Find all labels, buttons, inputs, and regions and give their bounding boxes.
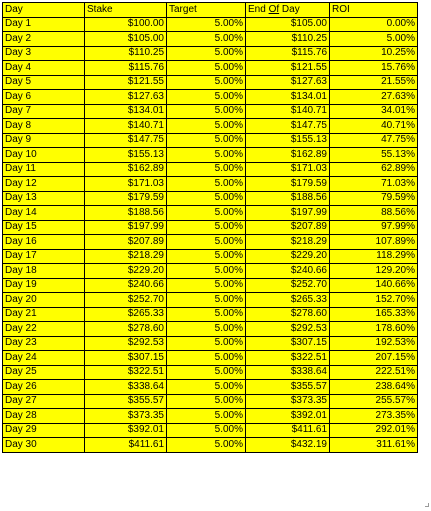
cell-target[interactable]: 5.00% <box>167 409 246 424</box>
table-row <box>3 438 418 453</box>
cell-end-of-day[interactable]: $197.99 <box>246 206 330 221</box>
cell-target[interactable]: 5.00% <box>167 206 246 221</box>
cell-target[interactable]: 5.00% <box>167 162 246 177</box>
cell-target[interactable]: 5.00% <box>167 46 246 61</box>
table-row <box>3 365 418 380</box>
cell-day[interactable]: Day 2 <box>3 32 85 47</box>
cell-day[interactable]: Day 10 <box>3 148 85 163</box>
cell-end-of-day[interactable]: $115.76 <box>246 46 330 61</box>
cell-target[interactable]: 5.00% <box>167 61 246 76</box>
cell-end-of-day[interactable]: $140.71 <box>246 104 330 119</box>
cell-target[interactable]: 5.00% <box>167 119 246 134</box>
cell-roi[interactable]: 15.76% <box>330 61 418 76</box>
cell-day[interactable]: Day 5 <box>3 75 85 90</box>
table-row <box>3 61 418 76</box>
table-row <box>3 264 418 279</box>
table-row <box>3 206 418 221</box>
cell-stake[interactable]: $155.13 <box>85 148 167 163</box>
cell-day[interactable]: Day 25 <box>3 365 85 380</box>
cell-day[interactable]: Day 18 <box>3 264 85 279</box>
cell-end-of-day[interactable]: $292.53 <box>246 322 330 337</box>
table-row <box>3 148 418 163</box>
cell-target[interactable]: 5.00% <box>167 438 246 453</box>
table-row <box>3 46 418 61</box>
cell-roi[interactable]: 97.99% <box>330 220 418 235</box>
table-row <box>3 32 418 47</box>
cell-day[interactable]: Day 9 <box>3 133 85 148</box>
cell-roi[interactable]: 40.71% <box>330 119 418 134</box>
cell-roi[interactable]: 192.53% <box>330 336 418 351</box>
cell-roi[interactable]: 311.61% <box>330 438 418 453</box>
header-end-of: Of <box>268 3 280 15</box>
cell-target[interactable]: 5.00% <box>167 249 246 264</box>
cell-target[interactable]: 5.00% <box>167 75 246 90</box>
cell-end-of-day[interactable]: $252.70 <box>246 278 330 293</box>
cell-day[interactable]: Day 1 <box>3 17 85 32</box>
cell-target[interactable]: 5.00% <box>167 17 246 32</box>
cell-roi[interactable]: 5.00% <box>330 32 418 47</box>
header-cell-target[interactable]: Target <box>167 3 246 18</box>
table-row <box>3 409 418 424</box>
cell-day[interactable]: Day 29 <box>3 423 85 438</box>
cell-end-of-day[interactable]: $127.63 <box>246 75 330 90</box>
cell-end-of-day[interactable]: $265.33 <box>246 293 330 308</box>
cell-end-of-day[interactable]: $240.66 <box>246 264 330 279</box>
cell-day[interactable]: Day 19 <box>3 278 85 293</box>
cell-target[interactable]: 5.00% <box>167 177 246 192</box>
cell-target[interactable]: 5.00% <box>167 104 246 119</box>
table-row <box>3 17 418 32</box>
cell-roi[interactable]: 21.55% <box>330 75 418 90</box>
cell-stake[interactable]: $179.59 <box>85 191 167 206</box>
table-row <box>3 177 418 192</box>
cell-target[interactable]: 5.00% <box>167 423 246 438</box>
cell-day[interactable]: Day 28 <box>3 409 85 424</box>
table-row <box>3 380 418 395</box>
cell-stake[interactable]: $115.76 <box>85 61 167 76</box>
cell-stake[interactable]: $307.15 <box>85 351 167 366</box>
cell-roi[interactable]: 222.51% <box>330 365 418 380</box>
cell-day[interactable]: Day 6 <box>3 90 85 105</box>
cell-roi[interactable]: 27.63% <box>330 90 418 105</box>
cell-stake[interactable]: $265.33 <box>85 307 167 322</box>
cell-target[interactable]: 5.00% <box>167 235 246 250</box>
cell-stake[interactable]: $229.20 <box>85 264 167 279</box>
cell-roi[interactable]: 238.64% <box>330 380 418 395</box>
cell-roi[interactable]: 255.57% <box>330 394 418 409</box>
cell-stake[interactable]: $338.64 <box>85 380 167 395</box>
cell-end-of-day[interactable]: $373.35 <box>246 394 330 409</box>
cell-day[interactable]: Day 23 <box>3 336 85 351</box>
cell-roi[interactable]: 140.66% <box>330 278 418 293</box>
cell-day[interactable]: Day 20 <box>3 293 85 308</box>
cell-target[interactable]: 5.00% <box>167 133 246 148</box>
cell-roi[interactable]: 273.35% <box>330 409 418 424</box>
cell-day[interactable]: Day 16 <box>3 235 85 250</box>
cell-end-of-day[interactable]: $121.55 <box>246 61 330 76</box>
cell-roi[interactable]: 152.70% <box>330 293 418 308</box>
header-cell-day[interactable]: Day <box>3 3 85 18</box>
cell-day[interactable]: Day 8 <box>3 119 85 134</box>
cell-stake[interactable]: $411.61 <box>85 438 167 453</box>
cell-roi[interactable]: 129.20% <box>330 264 418 279</box>
cell-stake[interactable]: $355.57 <box>85 394 167 409</box>
cell-day[interactable]: Day 15 <box>3 220 85 235</box>
cell-end-of-day[interactable]: $171.03 <box>246 162 330 177</box>
cell-end-of-day[interactable]: $322.51 <box>246 351 330 366</box>
header-cell-roi[interactable]: ROI <box>330 3 418 18</box>
cell-target[interactable]: 5.00% <box>167 394 246 409</box>
cell-stake[interactable]: $322.51 <box>85 365 167 380</box>
cell-end-of-day[interactable]: $179.59 <box>246 177 330 192</box>
cell-roi[interactable]: 34.01% <box>330 104 418 119</box>
cell-target[interactable]: 5.00% <box>167 32 246 47</box>
cell-end-of-day[interactable]: $207.89 <box>246 220 330 235</box>
cell-end-of-day[interactable]: $338.64 <box>246 365 330 380</box>
cell-roi[interactable]: 207.15% <box>330 351 418 366</box>
cell-stake[interactable]: $292.53 <box>85 336 167 351</box>
cell-roi[interactable]: 178.60% <box>330 322 418 337</box>
cell-stake[interactable]: $110.25 <box>85 46 167 61</box>
cell-end-of-day[interactable]: $355.57 <box>246 380 330 395</box>
cell-day[interactable]: Day 30 <box>3 438 85 453</box>
cell-stake[interactable]: $147.75 <box>85 133 167 148</box>
cell-day[interactable]: Day 17 <box>3 249 85 264</box>
cell-day[interactable]: Day 22 <box>3 322 85 337</box>
cell-end-of-day[interactable]: $307.15 <box>246 336 330 351</box>
table-row <box>3 191 418 206</box>
header-cell-end-of-day[interactable] <box>246 3 330 18</box>
fill-handle[interactable] <box>425 503 429 507</box>
cell-stake[interactable]: $207.89 <box>85 235 167 250</box>
cell-end-of-day[interactable]: $229.20 <box>246 249 330 264</box>
cell-end-of-day[interactable]: $162.89 <box>246 148 330 163</box>
cell-end-of-day[interactable]: $110.25 <box>246 32 330 47</box>
cell-day[interactable]: Day 12 <box>3 177 85 192</box>
table-row <box>3 307 418 322</box>
cell-day[interactable]: Day 4 <box>3 61 85 76</box>
cell-roi[interactable]: 88.56% <box>330 206 418 221</box>
cell-roi[interactable]: 107.89% <box>330 235 418 250</box>
cell-day[interactable]: Day 14 <box>3 206 85 221</box>
cell-stake[interactable]: $252.70 <box>85 293 167 308</box>
table-row <box>3 104 418 119</box>
cell-end-of-day[interactable]: $147.75 <box>246 119 330 134</box>
cell-stake[interactable]: $134.01 <box>85 104 167 119</box>
table-row <box>3 133 418 148</box>
cell-stake[interactable]: $162.89 <box>85 162 167 177</box>
cell-target[interactable]: 5.00% <box>167 148 246 163</box>
cell-roi[interactable]: 47.75% <box>330 133 418 148</box>
cell-end-of-day[interactable]: $218.29 <box>246 235 330 250</box>
cell-roi[interactable]: 118.29% <box>330 249 418 264</box>
cell-roi[interactable]: 62.89% <box>330 162 418 177</box>
cell-stake[interactable]: $188.56 <box>85 206 167 221</box>
cell-day[interactable]: Day 7 <box>3 104 85 119</box>
cell-end-of-day[interactable]: $432.19 <box>246 438 330 453</box>
cell-stake[interactable]: $373.35 <box>85 409 167 424</box>
cell-stake[interactable]: $392.01 <box>85 423 167 438</box>
cell-roi[interactable]: 165.33% <box>330 307 418 322</box>
cell-day[interactable]: Day 27 <box>3 394 85 409</box>
table-row <box>3 322 418 337</box>
cell-end-of-day[interactable]: $188.56 <box>246 191 330 206</box>
cell-day[interactable]: Day 26 <box>3 380 85 395</box>
table-row <box>3 278 418 293</box>
cell-stake[interactable]: $105.00 <box>85 32 167 47</box>
cell-stake[interactable]: $100.00 <box>85 17 167 32</box>
roi-table <box>2 2 418 453</box>
cell-day[interactable]: Day 24 <box>3 351 85 366</box>
cell-target[interactable]: 5.00% <box>167 293 246 308</box>
cell-day[interactable]: Day 11 <box>3 162 85 177</box>
cell-target[interactable]: 5.00% <box>167 336 246 351</box>
table-row <box>3 249 418 264</box>
cell-target[interactable]: 5.00% <box>167 322 246 337</box>
cell-target[interactable]: 5.00% <box>167 351 246 366</box>
cell-target[interactable]: 5.00% <box>167 191 246 206</box>
table-row <box>3 75 418 90</box>
cell-end-of-day[interactable]: $392.01 <box>246 409 330 424</box>
cell-roi[interactable]: 79.59% <box>330 191 418 206</box>
cell-day[interactable]: Day 21 <box>3 307 85 322</box>
cell-roi[interactable]: 55.13% <box>330 148 418 163</box>
spreadsheet-range <box>2 2 418 453</box>
table-row <box>3 423 418 438</box>
header-row <box>3 3 418 18</box>
cell-day[interactable]: Day 3 <box>3 46 85 61</box>
cell-end-of-day[interactable]: $155.13 <box>246 133 330 148</box>
header-end-post: Day <box>279 3 300 15</box>
cell-target[interactable]: 5.00% <box>167 90 246 105</box>
table-row <box>3 293 418 308</box>
table-row <box>3 394 418 409</box>
cell-target[interactable]: 5.00% <box>167 380 246 395</box>
cell-target[interactable]: 5.00% <box>167 307 246 322</box>
header-cell-stake[interactable]: Stake <box>85 3 167 18</box>
cell-end-of-day[interactable]: $278.60 <box>246 307 330 322</box>
table-row <box>3 162 418 177</box>
cell-roi[interactable]: 0.00% <box>330 17 418 32</box>
cell-stake[interactable]: $140.71 <box>85 119 167 134</box>
cell-target[interactable]: 5.00% <box>167 264 246 279</box>
cell-end-of-day[interactable]: $411.61 <box>246 423 330 438</box>
cell-target[interactable]: 5.00% <box>167 365 246 380</box>
table-row <box>3 220 418 235</box>
cell-roi[interactable]: 71.03% <box>330 177 418 192</box>
table-row <box>3 351 418 366</box>
table-row <box>3 235 418 250</box>
table-row <box>3 119 418 134</box>
cell-stake[interactable]: $127.63 <box>85 90 167 105</box>
header-end-pre: End <box>248 3 269 15</box>
cell-target[interactable]: 5.00% <box>167 220 246 235</box>
cell-target[interactable]: 5.00% <box>167 278 246 293</box>
table-row <box>3 336 418 351</box>
cell-stake[interactable]: $278.60 <box>85 322 167 337</box>
cell-stake[interactable]: $171.03 <box>85 177 167 192</box>
cell-roi[interactable]: 292.01% <box>330 423 418 438</box>
cell-stake[interactable]: $197.99 <box>85 220 167 235</box>
cell-day[interactable]: Day 13 <box>3 191 85 206</box>
cell-end-of-day[interactable]: $134.01 <box>246 90 330 105</box>
cell-roi[interactable]: 10.25% <box>330 46 418 61</box>
cell-stake[interactable]: $240.66 <box>85 278 167 293</box>
cell-stake[interactable]: $121.55 <box>85 75 167 90</box>
cell-stake[interactable]: $218.29 <box>85 249 167 264</box>
cell-end-of-day[interactable]: $105.00 <box>246 17 330 32</box>
table-row <box>3 90 418 105</box>
